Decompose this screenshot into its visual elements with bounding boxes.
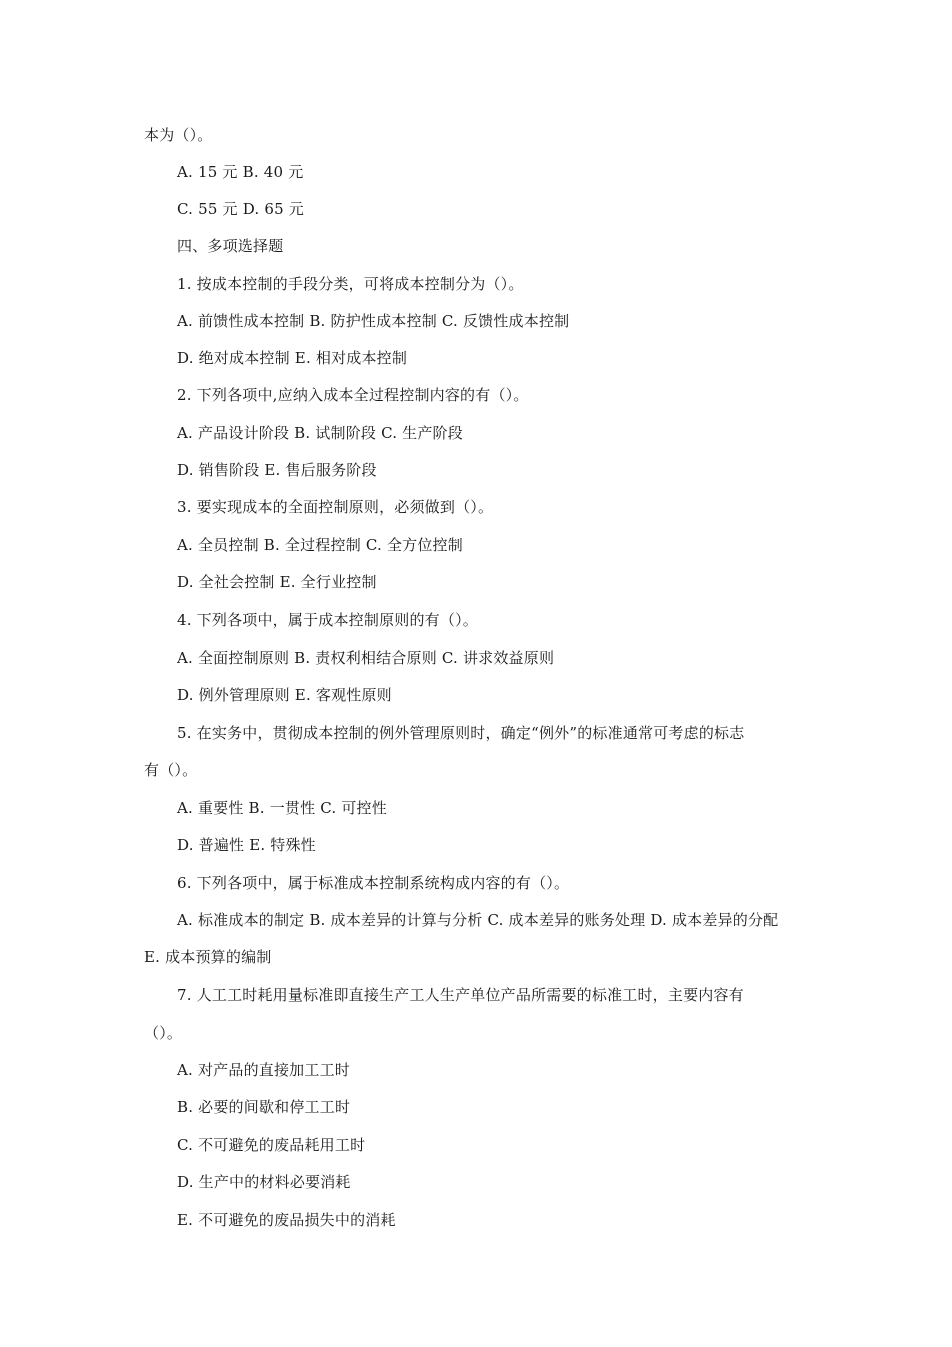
- question-7-option-e: E. 不可避免的废品损失中的消耗: [177, 1211, 396, 1229]
- question-6: 6. 下列各项中，属于标准成本控制系统构成内容的有（）。: [177, 874, 570, 892]
- question-3-options: D. 全社会控制 E. 全行业控制: [177, 573, 377, 591]
- question-7: 7. 人工工时耗用量标准即直接生产工人生产单位产品所需要的标准工时，主要内容有: [177, 986, 744, 1004]
- question-1-options: A. 前馈性成本控制 B. 防护性成本控制 C. 反馈性成本控制: [177, 312, 570, 330]
- question-4-options: D. 例外管理原则 E. 客观性原则: [177, 686, 392, 704]
- question-7-option-c: C. 不可避免的废品耗用工时: [177, 1136, 366, 1154]
- question-7-option-b: B. 必要的间歇和停工工时: [177, 1098, 351, 1116]
- question-3-options: A. 全员控制 B. 全过程控制 C. 全方位控制: [177, 536, 463, 554]
- text-line: C. 55 元 D. 65 元: [177, 200, 304, 218]
- question-7-continued: （）。: [144, 1024, 183, 1042]
- section-heading: 四、多项选择题: [177, 237, 284, 255]
- question-6-options-continued: E. 成本预算的编制: [144, 948, 272, 966]
- question-4-options: A. 全面控制原则 B. 责权利相结合原则 C. 讲求效益原则: [177, 649, 555, 667]
- question-2-options: D. 销售阶段 E. 售后服务阶段: [177, 461, 377, 479]
- question-5-continued: 有（）。: [144, 761, 198, 779]
- question-6-options: A. 标准成本的制定 B. 成本差异的计算与分析 C. 成本差异的账务处理 D. 成本差异的分配: [177, 911, 779, 929]
- text-line: 本为（）。: [144, 126, 213, 144]
- question-2-options: A. 产品设计阶段 B. 试制阶段 C. 生产阶段: [177, 424, 463, 442]
- question-4: 4. 下列各项中，属于成本控制原则的有（）。: [177, 611, 478, 629]
- question-7-option-d: D. 生产中的材料必要消耗: [177, 1173, 351, 1191]
- question-2: 2. 下列各项中,应纳入成本全过程控制内容的有（）。: [177, 386, 529, 404]
- question-7-option-a: A. 对产品的直接加工工时: [177, 1061, 350, 1079]
- question-5-options: D. 普遍性 E. 特殊性: [177, 836, 316, 854]
- question-5: 5. 在实务中，贯彻成本控制的例外管理原则时，确定“例外”的标准通常可考虑的标志: [177, 724, 745, 742]
- question-3: 3. 要实现成本的全面控制原则，必须做到（）。: [177, 498, 494, 516]
- text-line: A. 15 元 B. 40 元: [177, 163, 304, 181]
- question-5-options: A. 重要性 B. 一贯性 C. 可控性: [177, 799, 387, 817]
- question-1-options: D. 绝对成本控制 E. 相对成本控制: [177, 349, 408, 367]
- question-1: 1. 按成本控制的手段分类，可将成本控制分为（）。: [177, 275, 524, 293]
